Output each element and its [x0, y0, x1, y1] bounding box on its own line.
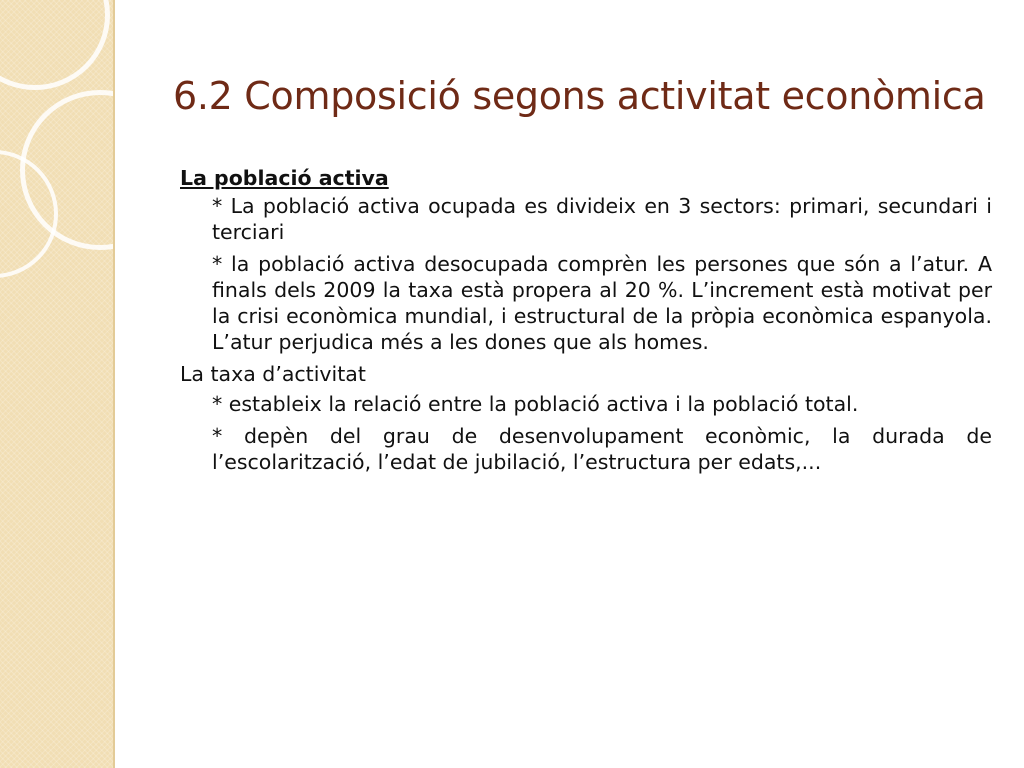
section-heading-activity-rate: La taxa d’activitat — [180, 362, 366, 386]
bullet-employed: * La població activa ocupada es divideix en 3 sectors: primari, secundari i terciari — [212, 194, 992, 244]
bullet-unemployed: * la població activa desocupada comprèn les persones que són a l’atur. A finals dels 2009 la taxa està propera al 20 %. L’increment està motivat per la crisi econòmica mundial, i estructural de la pròpia econòmica espanyola. L’atur perjudica més a les dones que als homes. — [212, 252, 992, 354]
decorative-sidebar — [0, 0, 115, 768]
slide-content — [180, 165, 992, 481]
bullet-relation: * estableix la relació entre la població activa i la població total. — [212, 392, 859, 416]
decorative-circle — [0, 0, 110, 90]
bullet-depends: * depèn del grau de desenvolupament econòmic, la durada de l’escolarització, l’edat de jubilació, l’estructura per edats,... — [212, 424, 992, 474]
slide-title: 6.2 Composició segons activitat econòmica — [173, 74, 986, 118]
section-heading-active-population: La població activa — [180, 166, 389, 190]
